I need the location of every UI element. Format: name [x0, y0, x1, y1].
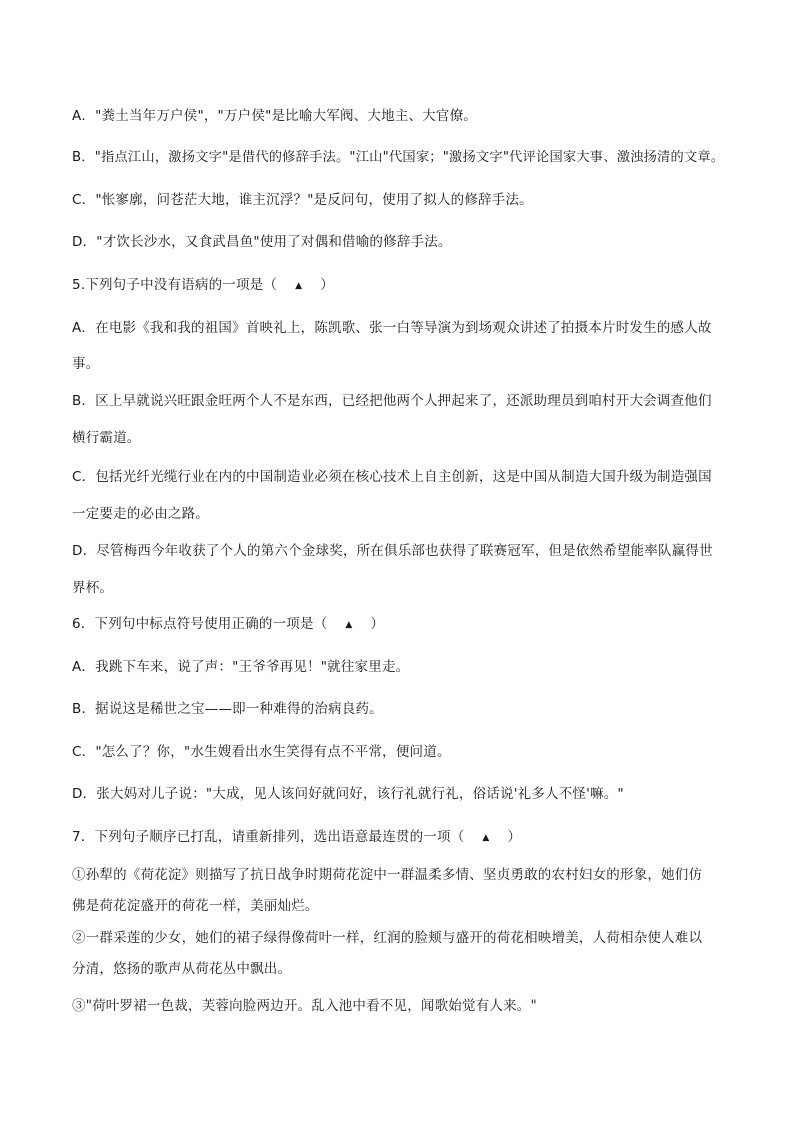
- answer-blank-marker: ▲: [345, 620, 353, 630]
- q7-sentence-2-line2: 分清，悠扬的歌声从荷花丛中飘出。: [72, 961, 292, 977]
- q5-option-b-line2: 横行霸道。: [72, 430, 141, 446]
- q7-stem: [72, 827, 732, 848]
- q7-stem-text: 7．下列句子顺序已打乱，请重新排列，选出语意最连贯的一项（: [72, 829, 465, 845]
- q6-stem: [72, 614, 732, 635]
- q5-option-c-line1: C．包括光纤光缆行业在内的中国制造业必须在核心技术上自主创新，这是中国从制造大国升级为制造强国: [72, 469, 712, 485]
- q5-option-a-line2: 事。: [72, 356, 100, 372]
- q4-option-d: D．"才饮长沙水，又食武昌鱼"使用了对偶和借喻的修辞手法。: [72, 234, 452, 250]
- q7-sentence-1-line1: ①孙犁的《荷花淀》则描写了抗日战争时期荷花淀中一群温柔多情、坚贞勇敢的农村妇女的形象，她们仿: [72, 867, 703, 883]
- q7-sentence-1-line2: 佛是荷花淀盛开的荷花一样，美丽灿烂。: [72, 898, 319, 914]
- q6-option-b: B．据说这是稀世之宝——即一种难得的治病良药。: [72, 701, 383, 717]
- q4-option-a: A．"粪土当年万户侯"，"万户侯"是比喻大军阀、大地主、大官僚。: [72, 108, 477, 124]
- q6-option-c: C．"怎么了？你，"水生嫂看出水生笑得有点不平常，便问道。: [72, 744, 451, 760]
- answer-blank-marker: ▲: [295, 281, 303, 291]
- q7-sentence-2-line1: ②一群采莲的少女，她们的裙子绿得像荷叶一样，红润的脸颊与盛开的荷花相映增美，人荷相杂使人难以: [72, 930, 703, 946]
- q4-option-b: B．"指点江山，激扬文字"是借代的修辞手法。"江山"代国家；"激扬文字"代评论国家大事、激浊扬清的文章。: [72, 150, 725, 165]
- q5-stem: [72, 275, 732, 296]
- q5-option-d-line2: 界杯。: [72, 580, 114, 596]
- q5-option-a-line1: A．在电影《我和我的祖国》首映礼上，陈凯歌、张一白等导演为到场观众讲述了拍摄本片时发生的感人故: [72, 320, 712, 336]
- q5-stem-text: 5.下列句子中没有语病的一项是（: [72, 277, 278, 293]
- q5-option-d-line1: D．尽管梅西今年收获了个人的第六个金球奖，所在俱乐部也获得了联赛冠军，但是依然希望能率队赢得世: [72, 543, 713, 559]
- q7-stem-close: ）: [507, 829, 522, 845]
- q5-option-b-line1: B．区上早就说兴旺跟金旺两个人不是东西，已经把他两个人押起来了，还派助理员到咱村开大会调查他们: [72, 393, 712, 409]
- q6-stem-text: 6．下列句中标点符号使用正确的一项是（: [72, 616, 328, 632]
- answer-blank-marker: ▲: [482, 833, 490, 843]
- q5-option-c-line2: 一定要走的必由之路。: [72, 506, 209, 522]
- q6-option-a: A．我跳下车来，说了声："王爷爷再见！"就往家里走。: [72, 659, 410, 675]
- q5-stem-close: ）: [320, 277, 334, 293]
- q6-stem-close: ）: [370, 616, 385, 632]
- q6-option-d: D．张大妈对儿子说："大成，见人该问好就问好，该行礼就行礼，俗话说'礼多人不怪'嘛。": [72, 786, 624, 802]
- q7-sentence-3: ③"荷叶罗裙一色裁，芙蓉向脸两边开。乱入池中看不见，闻歌始觉有人来。": [72, 998, 537, 1014]
- q4-option-c: C．"怅寥廓，问苍茫大地，谁主沉浮？"是反问句，使用了拟人的修辞手法。: [72, 192, 533, 208]
